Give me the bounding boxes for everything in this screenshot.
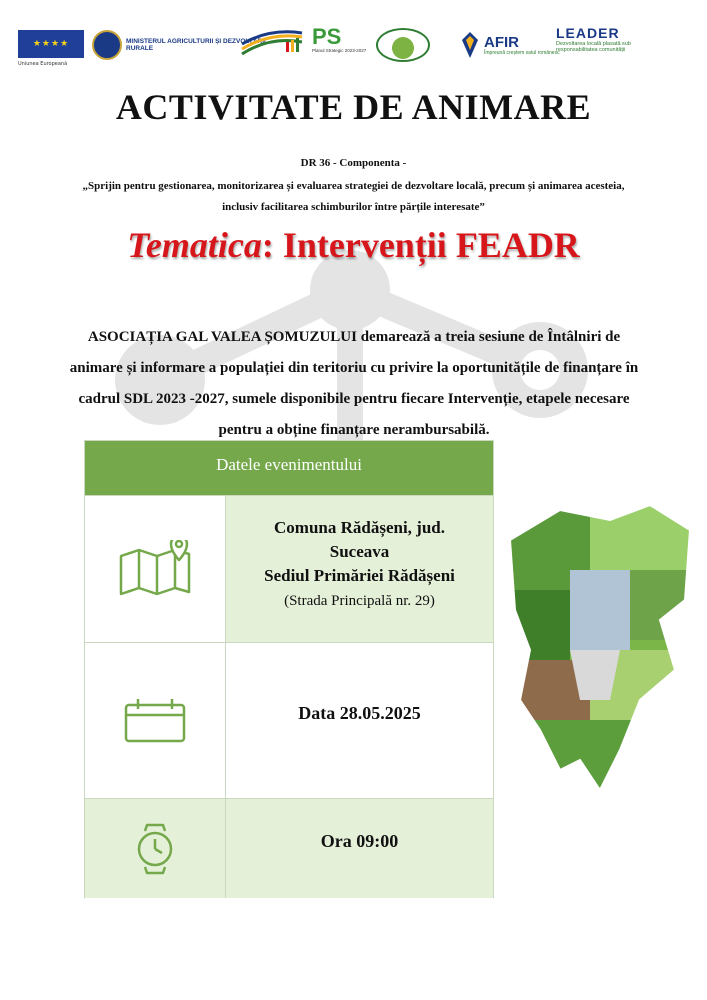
eu-label: Uniunea Europeană [18,61,68,67]
location-content [226,496,493,643]
afir-emblem-icon [460,30,480,60]
calendar-icon [122,697,188,745]
location-icon-cell [85,496,226,643]
ps-logo [312,26,366,64]
time-content [226,799,493,898]
afir-caption: Împreună creștem satul românesc [484,49,560,56]
gal-logo [376,26,430,64]
territory-map-icon [500,500,700,800]
ministry-name: MINISTERUL AGRICULTURII ȘI DEZVOLTĂRII RURALE [126,38,266,52]
location-line1: Comuna Rădășeni, jud. [274,518,445,537]
event-table [84,440,494,898]
leader-logo [556,26,674,64]
gal-emblem-icon [376,28,430,62]
watch-icon [133,823,177,875]
date-icon-cell [85,643,226,799]
eu-flag-logo: ★★★★ [18,30,84,58]
dr-line: DR 36 - Componenta - [300,157,407,169]
stripes-logo [240,26,304,64]
afir-logo [460,26,560,64]
leader-name: LEADER [556,25,620,41]
ps-mark: PS [312,24,342,49]
leader-caption: Dezvoltarea locală plasată sub responsabilitatea comunității [556,41,631,53]
intro-paragraph: ASOCIAȚIA GAL VALEA ȘOMUZULUI demarează a treia sesiune de Întâlniri de animare și informare a populației din teritoriu cu privire la oportunitățile de finanțare în cadrul SDL 2023 -2027, sumele disponibile pentru fiecare Intervenție, etapele necesare pentru a obține finanțare nerambursabilă. [69,329,639,438]
date-row [85,642,493,799]
dr-description: „Sprijin pentru gestionarea, monitorizarea și evaluarea strategiei de dezvoltare locală, precum și animarea acesteia, inclusiv facilitarea schimburilor între părțile interesate” [82,180,625,213]
tematica-heading [0,224,707,266]
ministry-seal-icon [92,30,122,60]
location-line3: Sediul Primăriei Rădășeni [264,566,455,585]
page-title: ACTIVITATE DE ANIMARE [115,87,592,127]
tematica-colon: : [261,225,274,265]
time-icon-cell [85,799,226,898]
location-line2: Suceava [329,542,390,561]
location-address: (Strada Principală nr. 29) [284,593,435,609]
map-pin-icon [117,540,193,600]
tematica-label: Tematica [127,225,262,265]
tematica-topic: Intervenții FEADR [273,225,580,265]
date-content [226,643,493,799]
ps-caption: Planul Strategic 2023-2027 [312,48,367,53]
afir-name: AFIR [484,33,519,51]
event-header: Datele evenimentului [85,441,493,495]
event-date: Data 28.05.2025 [298,703,421,723]
event-time: Ora 09:00 [320,831,399,851]
location-row [85,495,493,643]
time-row [85,798,493,898]
logos-bar [0,26,707,66]
